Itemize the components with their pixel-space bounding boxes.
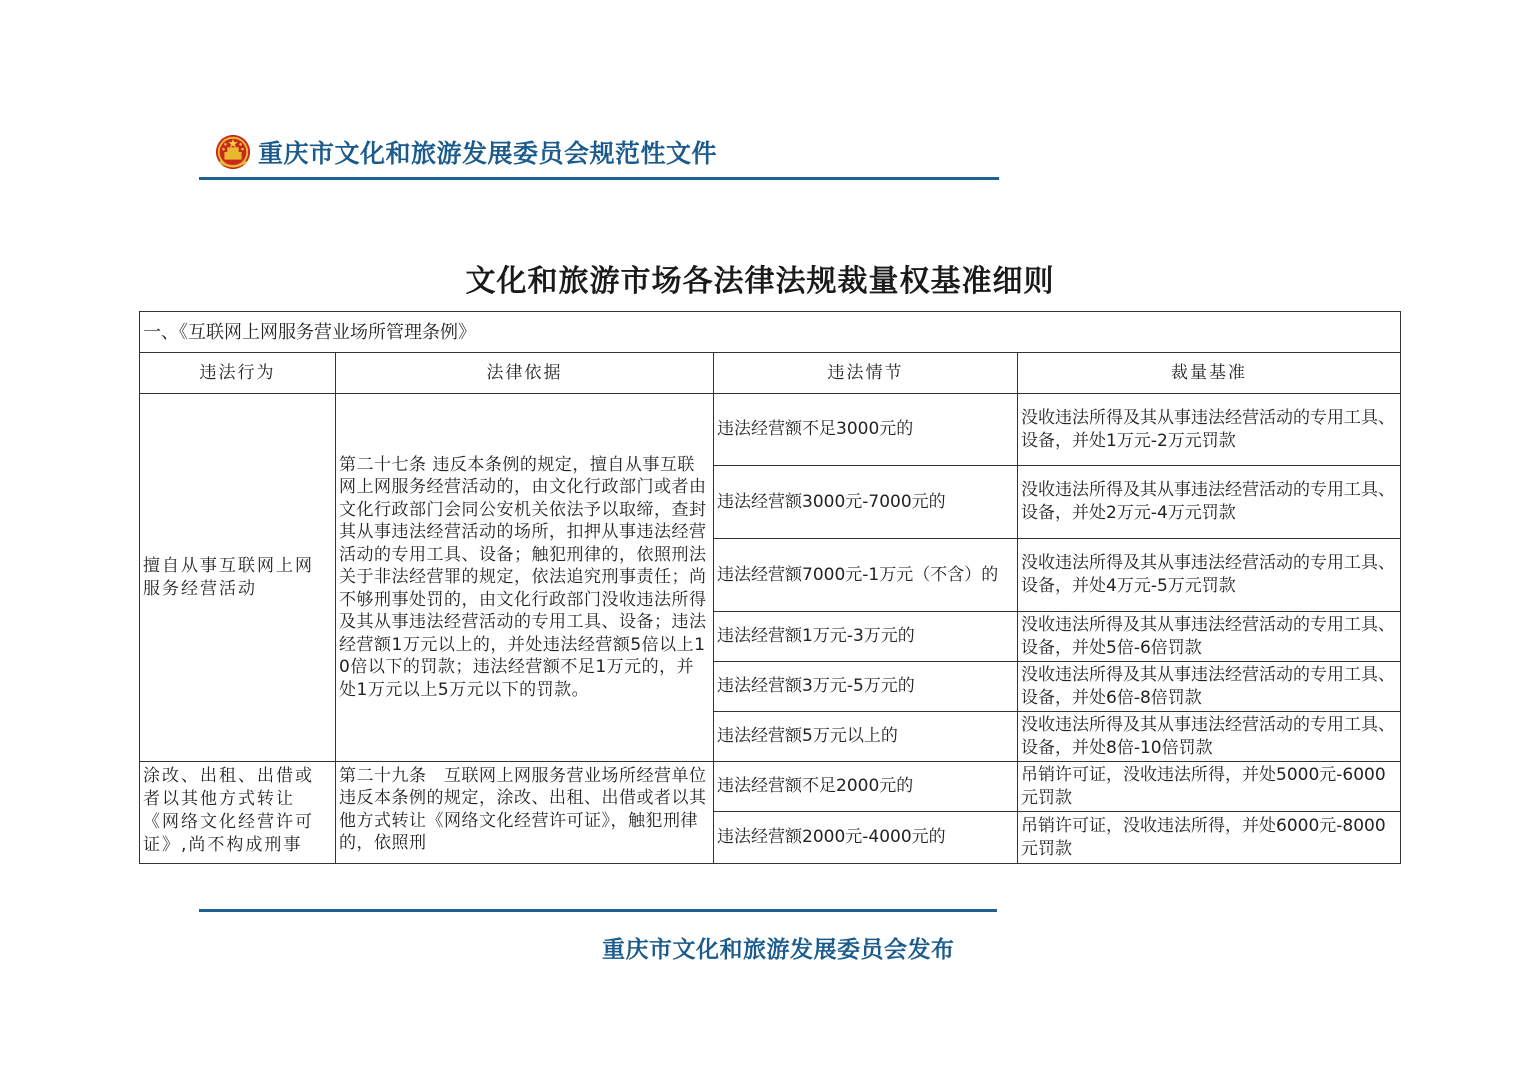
footer-divider — [199, 909, 997, 912]
header-divider — [199, 177, 999, 180]
standard-cell: 没收违法所得及其从事违法经营活动的专用工具、设备，并处2万元-4万元罚款 — [1018, 466, 1401, 539]
table-row — [140, 762, 1401, 812]
standard-cell: 吊销许可证，没收违法所得，并处6000元-8000元罚款 — [1018, 812, 1401, 864]
standard-cell: 没收违法所得及其从事违法经营活动的专用工具、设备，并处5倍-6倍罚款 — [1018, 612, 1401, 662]
standard-cell: 没收违法所得及其从事违法经营活动的专用工具、设备，并处8倍-10倍罚款 — [1018, 712, 1401, 762]
column-header: 法律依据 — [336, 353, 714, 394]
document-header — [214, 132, 717, 172]
circumstance-cell: 违法经营额3万元-5万元的 — [714, 662, 1018, 712]
table-row — [140, 394, 1401, 466]
footer-publisher: 重庆市文化和旅游发展委员会发布 — [602, 937, 955, 963]
standard-cell: 吊销许可证，没收违法所得，并处5000元-6000元罚款 — [1018, 762, 1401, 812]
section-row — [140, 312, 1401, 353]
column-header: 违法行为 — [140, 353, 336, 394]
discretion-table — [139, 311, 1401, 864]
violation-cell: 擅自从事互联网上网服务经营活动 — [140, 394, 336, 762]
national-emblem-icon — [214, 133, 252, 171]
circumstance-cell: 违法经营额7000元-1万元（不含）的 — [714, 539, 1018, 612]
standard-cell: 没收违法所得及其从事违法经营活动的专用工具、设备，并处4万元-5万元罚款 — [1018, 539, 1401, 612]
circumstance-cell: 违法经营额1万元-3万元的 — [714, 612, 1018, 662]
section-title: 一、《互联网上网服务营业场所管理条例》 — [140, 312, 1401, 353]
legal-basis-cell-wrapper — [336, 762, 714, 864]
circumstance-cell: 违法经营额5万元以上的 — [714, 712, 1018, 762]
legal-basis-cell: 第二十七条 违反本条例的规定，擅自从事互联网上网服务经营活动的，由文化行政部门或者由文化行政部门会同公安机关依法予以取缔，查封其从事违法经营活动的场所，扣押从事违法经营活动的专用工具、设备；触犯刑律的，依照刑法关于非法经营罪的规定，依法追究刑事责任；尚不够刑事处罚的，由文化行政部门没收违法所得及其从事违法经营活动的专用工具、设备；违法经营额1万元以上的，并处违法经营额5倍以上10倍以下的罚款；违法经营额不足1万元的，并处1万元以上5万元以下的罚款。 — [336, 394, 714, 762]
standard-cell: 没收违法所得及其从事违法经营活动的专用工具、设备，并处1万元-2万元罚款 — [1018, 394, 1401, 466]
document-title: 文化和旅游市场各法律法规裁量权基准细则 — [465, 264, 1055, 299]
circumstance-cell: 违法经营额3000元-7000元的 — [714, 466, 1018, 539]
circumstance-cell: 违法经营额2000元-4000元的 — [714, 812, 1018, 864]
circumstance-cell: 违法经营额不足2000元的 — [714, 762, 1018, 812]
header-title: 重庆市文化和旅游发展委员会规范性文件 — [258, 139, 718, 168]
legal-basis-cell: 第二十九条 互联网上网服务营业场所经营单位违反本条例的规定，涂改、出租、出借或者以其他方式转让《网络文化经营许可证》，触犯刑律的，依照刑 — [339, 765, 707, 853]
column-header: 裁量基准 — [1018, 353, 1401, 394]
violation-cell: 涂改、出租、出借或者以其他方式转让《网络文化经营许可证》,尚不构成刑事 — [143, 765, 314, 855]
circumstance-cell: 违法经营额不足3000元的 — [714, 394, 1018, 466]
column-header: 违法情节 — [714, 353, 1018, 394]
standard-cell: 没收违法所得及其从事违法经营活动的专用工具、设备，并处6倍-8倍罚款 — [1018, 662, 1401, 712]
table-header-row — [140, 353, 1401, 394]
violation-cell-wrapper — [140, 762, 336, 864]
